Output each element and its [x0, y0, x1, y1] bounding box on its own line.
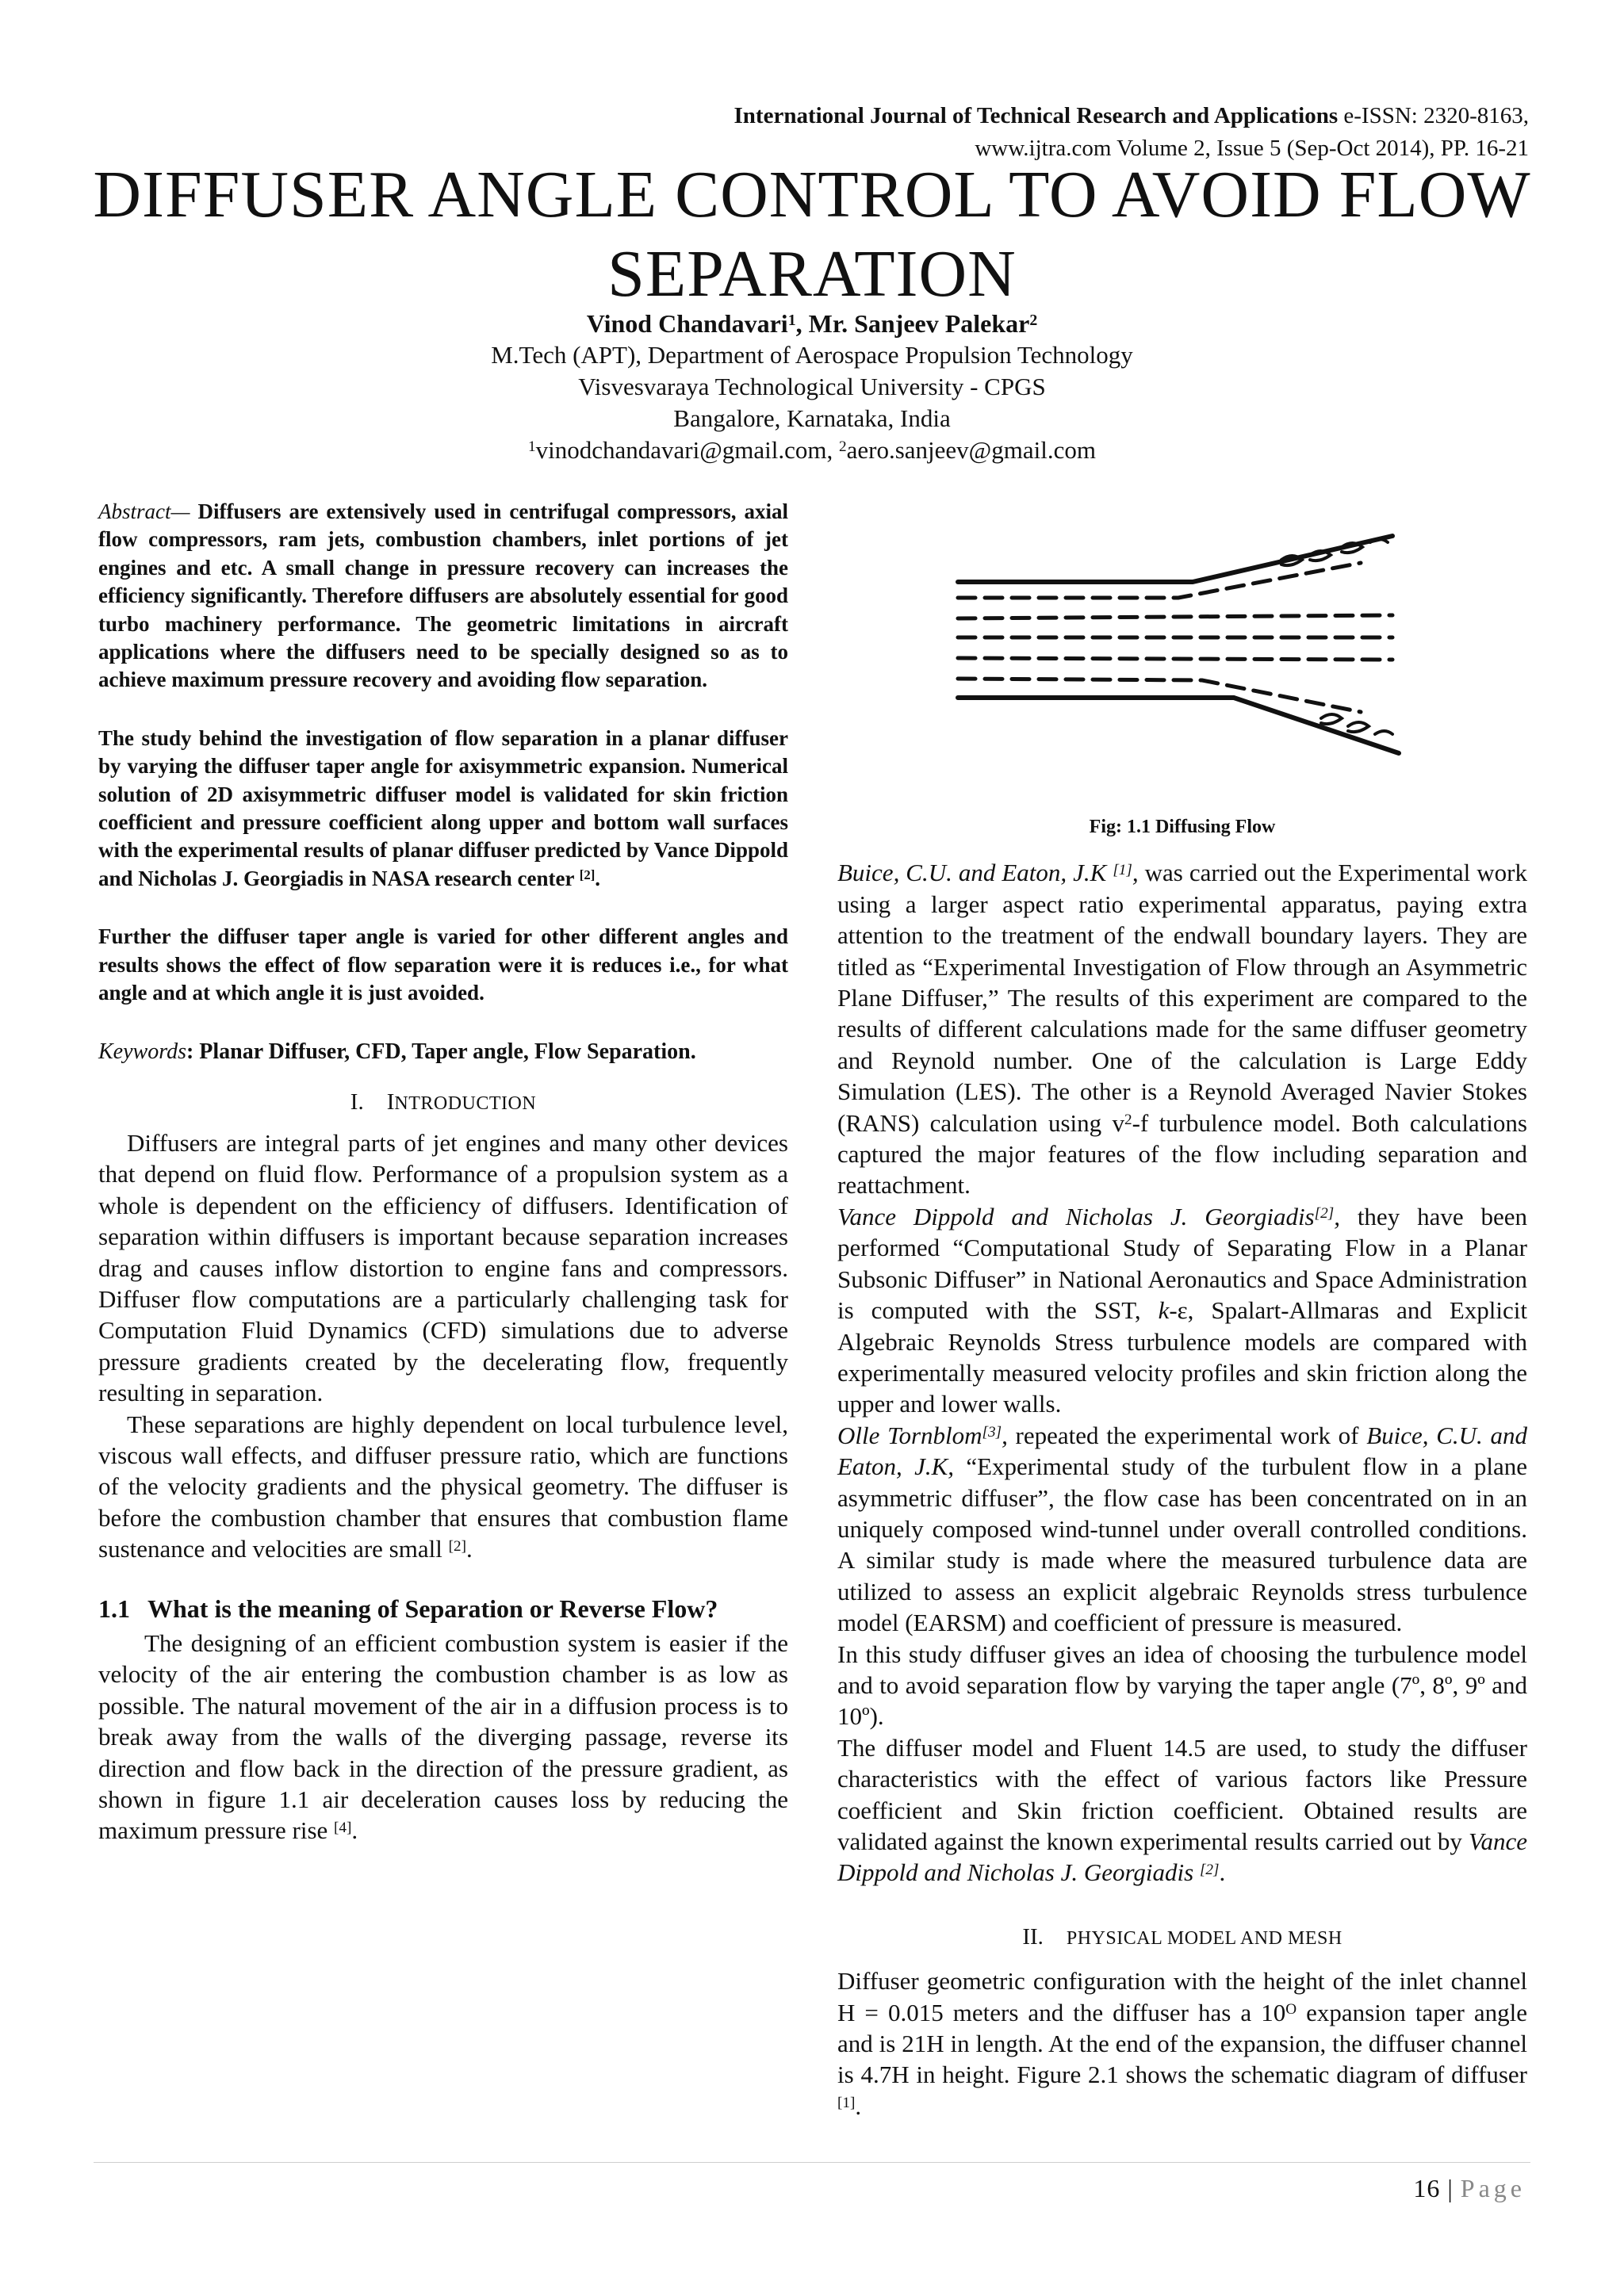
ref-author-2: Buice, C.U. and Eaton, J.K, [837, 1421, 1527, 1481]
ref-comma: , [1132, 859, 1139, 887]
right-paragraph-2 [837, 1201, 1527, 1420]
right-paragraph-1 [837, 857, 1527, 1200]
abstract-text-1: Diffusers are extensively used in centrifugal compressors, axial flow compressors, ram jets, combustion chambers, inlet portions of jet engines and etc. A small change in pressure recovery can increases the efficiency significantly. Therefore diffusers are absolutely essential for good turbo machinery performance. The geometric limitations in aircraft applications where the diffusers need to be specially designed so as to achieve maximum pressure recovery and avoiding flow separation. [98, 499, 788, 692]
ref-author: Olle Tornblom [837, 1421, 982, 1449]
superscript: 2 [1124, 1112, 1132, 1129]
citation-ref: [2] [1199, 1861, 1220, 1878]
eddy-lower-2 [1348, 722, 1369, 732]
right-paragraph-5 [837, 1732, 1527, 1888]
diffuser-flow-diagram [948, 514, 1424, 783]
ref-comma: , [1334, 1202, 1340, 1230]
left-column [98, 498, 788, 1846]
section-2-paragraph [837, 1965, 1527, 2122]
section-heading-physical-model [837, 1922, 1527, 1954]
subsection-text: The designing of an efficient combustion system is easier if the velocity of the air entering the combustion chamber is as low as possible. The natural movement of the air in a diffusion process is to break away from the walls of the diverging passage, reverse its direction and flow back in the direction of the pressure gradient, as shown in figure 1.1 air deceleration causes loss by reducing the maximum pressure rise [98, 1629, 788, 1845]
streamline-4 [958, 658, 1392, 660]
abstract-paragraph-1 [98, 498, 788, 695]
citation-ref: [1] [1113, 861, 1132, 878]
author-names [0, 308, 1624, 339]
journal-volume: www.ijtra.com Volume 2, Issue 5 (Sep-Oct 2014), PP. 16-21 [975, 136, 1529, 161]
eddy-lower-3 [1375, 731, 1392, 734]
figure-diffusing-flow [837, 498, 1527, 807]
degree-superscript: O [1285, 2000, 1297, 2018]
citation-ref: [2] [448, 1537, 466, 1555]
section-title: PHYSICAL MODEL AND MESH [1066, 1927, 1342, 1949]
k-symbol: k [1158, 1296, 1170, 1325]
streamline-2 [958, 615, 1392, 618]
author-1: Vinod Chandavari [586, 309, 788, 338]
right-paragraph-3 [837, 1420, 1527, 1639]
section-title-cap: I [386, 1089, 395, 1115]
eddy-lower-1 [1321, 714, 1342, 724]
email-1-sup: 1 [528, 438, 536, 456]
right-column [837, 498, 1527, 2122]
citation-ref: [2] [579, 867, 596, 883]
right-paragraph-4: In this study diffuser gives an idea of choosing the turbulence model and to avoid separation flow by varying the taper angle (7º, 8º, 9º and 10º). [837, 1640, 1527, 1731]
intro-text-2: These separations are highly dependent on local turbulence level, viscous wall effects, and diffuser pressure ratio, which are functions of the velocity gradients and the physical geometry. The diffuser is before the combustion chamber that ensures that combustion flame sustenance and velocities are small [98, 1410, 788, 1563]
section-2-text-rest: expansion taper angle and is 21H in length. At the end of the expansion, the diffuser channel is 4.7H in height. Figure 2.1 shows the schematic diagram of diffuser [837, 1998, 1528, 2089]
abstract-label: Abstract— [98, 499, 190, 523]
abstract [98, 498, 788, 1008]
abstract-text-2-end: . [595, 866, 601, 890]
right-text-1-end: -f turbulence model. Both calculations captured the major features of the flow including separation and reattachment. [837, 1108, 1527, 1200]
subsection-text-end: . [351, 1816, 358, 1845]
section-number: II. [1022, 1923, 1044, 1950]
subsection-heading [98, 1594, 788, 1624]
journal-name: International Journal of Technical Research and Applications [733, 103, 1339, 128]
email-2-sup: 2 [839, 438, 847, 456]
abstract-paragraph-2 [98, 725, 788, 893]
subsection-paragraph [98, 1628, 788, 1846]
ref-author: Buice, C.U. and Eaton, J.K [837, 859, 1113, 887]
email-1: vinodchandavari@gmail.com, [535, 436, 840, 464]
affiliation-line-3: Bangalore, Karnataka, India [673, 404, 951, 432]
keywords-label: Keywords [98, 1039, 186, 1064]
author-2-sup: 2 [1029, 312, 1038, 330]
keywords-text: Planar Diffuser, CFD, Taper angle, Flow Separation. [199, 1039, 696, 1064]
footer-divider [94, 2162, 1530, 2163]
subsection-title: What is the meaning of Separation or Reverse Flow? [147, 1594, 718, 1623]
page-label: Page [1460, 2174, 1526, 2202]
citation-ref: [1] [837, 2095, 856, 2112]
citation-ref: [3] [982, 1424, 1002, 1441]
intro-text-2-end: . [466, 1535, 473, 1563]
right-text-1: was carried out the Experimental work using a larger aspect ratio experimental apparatus, paying extra attention to the treatment of the endwall boundary layers. They are titled as “Experimental Investigation of Flow through an Asymmetric Plane Diffuser,” The results of this experiment are compared to the results of different calculations made for the same diffuser geometry and Reynold number. One of the calculation is Large Eddy Simulation (LES). The other is a Reynold Averaged Navier Stokes (RANS) calculation using v [837, 859, 1527, 1137]
page-number: 16 [1413, 2174, 1441, 2202]
eddy-upper-4 [1370, 539, 1388, 542]
intro-paragraph-2 [98, 1409, 788, 1565]
abstract-text-2: The study behind the investigation of flow separation in a planar diffuser by varying the diffuser taper angle for axisymmetric expansion. Numerical solution of 2D axisymmetric diffuser model is validated for skin friction coefficient and pressure coefficient along upper and bottom wall surfaces with the experimental results of planar diffuser predicted by Vance Dippold and Nicholas J. Georgiadis in NASA research center [98, 725, 788, 890]
right-text-5: The diffuser model and Fluent 14.5 are used, to study the diffuser characteristics with the effect of various factors like Pressure coefficient and Skin friction coefficient. Obtained results are validated against the known experimental results carried out by [837, 1733, 1527, 1855]
citation-ref: [2] [1314, 1205, 1335, 1223]
abstract-paragraph-3: Further the diffuser taper angle is varied for other different angles and results shows the effect of flow separation were it is reduces i.e., for what angle and at which angle it is just avoided. [98, 924, 788, 1005]
keywords [98, 1038, 788, 1066]
journal-issn: e-ISSN: 2320-8163, [1338, 103, 1529, 128]
ref-author: Vance Dippold and Nicholas J. Georgiadis [837, 1202, 1315, 1230]
author-emails [0, 434, 1624, 466]
section-heading-introduction [98, 1087, 788, 1119]
paper-title: DIFFUSER ANGLE CONTROL TO AVOID FLOW SEPARATION [93, 158, 1531, 311]
section-2-text: Diffuser geometric configuration with the height of the inlet channel H = 0.015 meters and the diffuser has a 10 [837, 1967, 1527, 2026]
ref-author: Vance Dippold and Nicholas J. Georgiadis [837, 1827, 1527, 1887]
email-2: aero.sanjeev@gmail.com [846, 436, 1096, 464]
affiliation-line-2: Visvesvaraya Technological University - CPGS [578, 373, 1046, 400]
right-text-3: repeated the experimental work of [1007, 1421, 1367, 1449]
intro-paragraph-1: Diffusers are integral parts of jet engines and many other devices that depend on fluid flow. Performance of a propulsion system as a whole is dependent on the efficiency of diffusers. Identification of separation within diffusers is important because separation increases drag and causes inflow distortion to engine fans and compressors. Diffuser flow computations are a particularly challenging task for Computation Fluid Dynamics (CFD) simulations due to adverse pressure gradients created by the decelerating flow, frequently resulting in separation. [98, 1128, 788, 1407]
author-2: , Mr. Sanjeev Palekar [795, 309, 1030, 338]
ref-comma: , [1002, 1421, 1008, 1449]
right-text-3-rest: “Experimental study of the turbulent flow in a plane asymmetric diffuser”, the flow case has been concentrated on in an uniquely composed wind-tunnel under overall controlled conditions. A similar study is made where the measured turbulence data are utilized to assess an explicit algebraic Reynolds stress turbulence model (EARSM) and coefficient of pressure is measured. [837, 1452, 1527, 1637]
section-2-text-end: . [855, 2091, 862, 2120]
section-title-rest: NTRODUCTION [394, 1093, 537, 1114]
section-number: I. [350, 1089, 364, 1115]
subsection-number: 1.1 [98, 1594, 130, 1623]
author-1-sup: 1 [787, 312, 796, 330]
right-text-5-end: . [1219, 1858, 1226, 1887]
affiliation-line-1: M.Tech (APT), Department of Aerospace Propulsion Technology [491, 341, 1133, 369]
keywords-colon: : [186, 1039, 200, 1064]
right-text-2-rest: -ε, Spalart-Allmaras and Explicit Algebraic Reynolds Stress turbulence models are compared with experimentally measured velocity profiles and skin friction along the upper and lower walls. [837, 1296, 1527, 1418]
right-text-2: they have been performed “Computational Study of Separating Flow in a Planar Subsonic Diffuser” in National Aeronautics and Space Administration is computed with the SST, [837, 1202, 1527, 1325]
footer-separator: | [1440, 2174, 1461, 2202]
page-footer [1413, 2174, 1526, 2203]
author-block [0, 308, 1624, 466]
citation-ref: [4] [334, 1819, 352, 1836]
figure-caption: Fig: 1.1 Diffusing Flow [1089, 817, 1276, 837]
